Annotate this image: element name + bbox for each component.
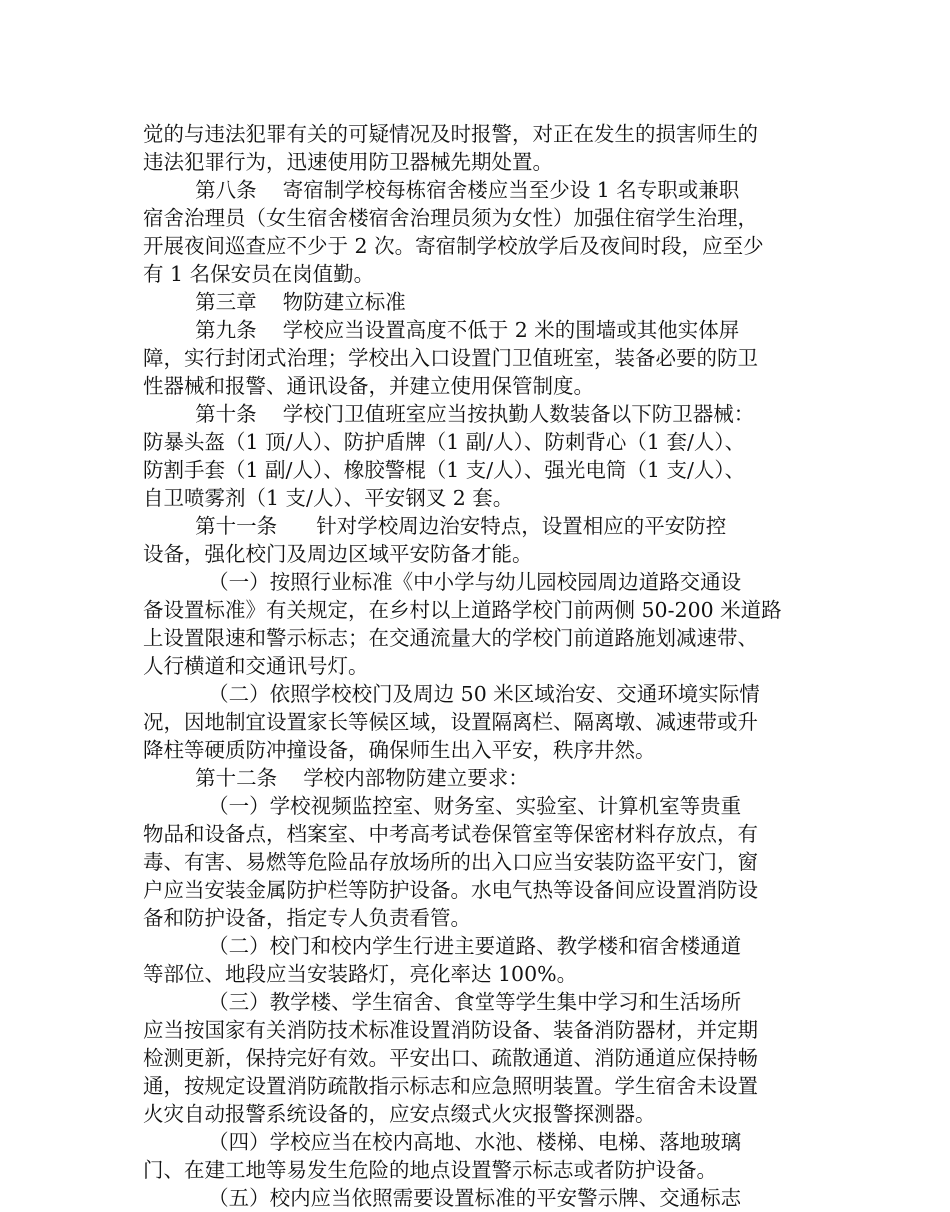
text-line: 况，因地制宜设置家长等候区域，设置隔离栏、隔离墩、减速带或升 — [143, 710, 758, 734]
text-line: 毒、有害、易燃等危险品存放场所的出入口应当安装防盗平安门，窗 — [143, 850, 758, 874]
text-line: （三）教学楼、学生宿舍、食堂等学生集中学习和生活场所 — [143, 990, 742, 1014]
text-line: 降柱等硬质防冲撞设备，确保师生出入平安，秩序井然。 — [143, 738, 656, 762]
text-line: 人行横道和交通讯号灯。 — [143, 654, 369, 678]
text-line: 防暴头盔（1 顶/人）、防护盾牌（1 副/人）、防刺背心（1 套/人）、 — [143, 430, 746, 454]
chapter-heading: 第三章 物防建立标准 — [143, 290, 406, 314]
text-line: 户应当安装金属防护栏等防护设备。水电气热等设备间应设置消防设 — [143, 878, 758, 902]
text-line: （二）依照学校校门及周边 50 米区域治安、交通环境实际情 — [143, 682, 760, 706]
text-line: （一）按照行业标准《中小学与幼儿园校园周边道路交通设 — [143, 570, 742, 594]
text-line: 第十条 学校门卫值班室应当按执勤人数装备以下防卫器械： — [143, 402, 755, 426]
text-line: 门、在建工地等易发生危险的地点设置警示标志或者防护设备。 — [143, 1158, 717, 1182]
text-line: 等部位、地段应当安装路灯，亮化率达 100%。 — [143, 962, 578, 986]
text-line: 通，按规定设置消防疏散指示标志和应急照明装置。学生宿舍未设置 — [143, 1074, 758, 1098]
text-line: （五）校内应当依照需要设置标准的平安警示牌、交通标志 — [143, 1186, 742, 1210]
text-line: （四）学校应当在校内高地、水池、楼梯、电梯、落地玻璃 — [143, 1130, 742, 1154]
text-line: 性器械和报警、通讯设备，并建立使用保管制度。 — [143, 374, 594, 398]
text-line: 防割手套（1 副/人）、橡胶警棍（1 支/人）、强光电筒（1 支/人）、 — [143, 458, 746, 482]
text-line: 检测更新，保持完好有效。平安出口、疏散通道、消防通道应保持畅 — [143, 1046, 758, 1070]
text-line: 备设置标准》有关规定，在乡村以上道路学校门前两侧 50-200 米道路 — [143, 598, 782, 622]
text-line: 开展夜间巡查应不少于 2 次。寄宿制学校放学后及夜间时段，应至少 — [143, 234, 764, 258]
text-line: 第十一条 针对学校周边治安特点，设置相应的平安防控 — [143, 514, 727, 538]
text-line: 上设置限速和警示标志；在交通流量大的学校门前道路施划减速带、 — [143, 626, 758, 650]
text-line: 第十二条 学校内部物防建立要求： — [143, 766, 529, 790]
text-line: 第八条 寄宿制学校每栋宿舍楼应当至少设 1 名专职或兼职 — [143, 178, 740, 202]
text-line: 障，实行封闭式治理；学校出入口设置门卫值班室，装备必要的防卫 — [143, 346, 758, 370]
text-line: 觉的与违法犯罪有关的可疑情况及时报警，对正在发生的损害师生的 — [143, 122, 758, 146]
text-line: 违法犯罪行为，迅速使用防卫器械先期处置。 — [143, 150, 553, 174]
document-body — [143, 120, 813, 1212]
text-line: 应当按国家有关消防技术标准设置消防设备、装备消防器材，并定期 — [143, 1018, 758, 1042]
text-line: 自卫喷雾剂（1 支/人）、平安钢叉 2 套。 — [143, 486, 514, 510]
text-line: 第九条 学校应当设置高度不低于 2 米的围墙或其他实体屏 — [143, 318, 740, 342]
text-line: 物品和设备点，档案室、中考高考试卷保管室等保密材料存放点，有 — [143, 822, 758, 846]
text-line: 备和防护设备，指定专人负责看管。 — [143, 906, 471, 930]
text-line: （二）校门和校内学生行进主要道路、教学楼和宿舍楼通道 — [143, 934, 742, 958]
text-line: （一）学校视频监控室、财务室、实验室、计算机室等贵重 — [143, 794, 742, 818]
text-line: 火灾自动报警系统设备的，应安点缀式火灾报警探测器。 — [143, 1102, 656, 1126]
text-line: 宿舍治理员（女生宿舍楼宿舍治理员须为女性）加强住宿学生治理， — [143, 206, 758, 230]
text-line: 设备，强化校门及周边区域平安防备才能。 — [143, 542, 533, 566]
text-line: 有 1 名保安员在岗值勤。 — [143, 262, 375, 286]
